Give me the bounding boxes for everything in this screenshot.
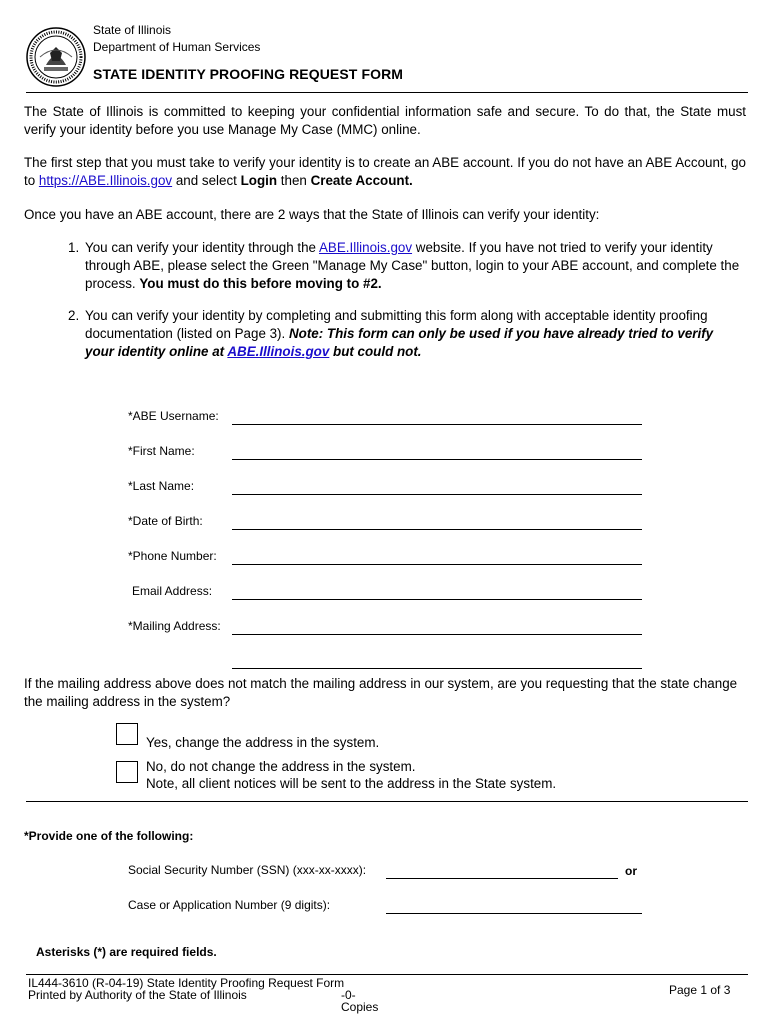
intro-paragraph-3: Once you have an ABE account, there are 2 ways that the State of Illinois can verify your identity:	[24, 207, 600, 222]
form-id: IL444-3610 (R-04-19) State Identity Proofing Request Form	[28, 976, 345, 990]
date-of-birth-label: *Date of Birth:	[128, 514, 203, 528]
abe-website-link[interactable]: https://ABE.Illinois.gov	[38, 173, 173, 188]
provide-heading: *Provide one of the following:	[24, 829, 194, 843]
phone-number-label: *Phone Number:	[128, 549, 217, 563]
or-label: or	[625, 864, 637, 878]
copies-count: -0- Copies	[341, 988, 379, 1014]
email-address-label: Email Address:	[132, 584, 213, 598]
intro-paragraph-1: The State of Illinois is committed to keeping your confidential information safe and secure. To do that, the State must verify your identity before you use Manage My Case (MMC) online.	[24, 104, 746, 137]
mailing-address-question: If the mailing address above does not match the mailing address in our system, are you requesting that the state change the mailing address in the system?	[24, 676, 738, 709]
list-number: 2.	[68, 308, 80, 323]
list-item-1: 1. You can verify your identity through the ABE.Illinois.gov website. If you have not tried to verify your identity through ABE, please select the Green "Manage My Case" button, login to your ABE account, and complete the process. You must do this before moving to #2.	[68, 240, 740, 291]
print-authority: Printed by Authority of the State of Illinois	[28, 988, 247, 1002]
no-change-address-checkbox[interactable]	[116, 761, 138, 783]
required-fields-note: Asterisks (*) are required fields.	[36, 945, 217, 959]
first-name-label: *First Name:	[128, 444, 195, 458]
form-title: STATE IDENTITY PROOFING REQUEST FORM	[93, 66, 404, 82]
ssn-label: Social Security Number (SSN) (xxx-xx-xxxx):	[128, 863, 367, 877]
header-divider	[26, 92, 748, 93]
list-number: 1.	[68, 240, 80, 255]
intro-paragraph-2: The first step that you must take to verify your identity is to create an ABE account. If you do not have an ABE Account, go to https://ABE.Illinois.gov and select Login then Create Account.	[24, 155, 746, 188]
phone-number-field[interactable]	[232, 564, 642, 565]
yes-option-label: Yes, change the address in the system.	[146, 735, 380, 750]
department-name: Department of Human Services	[93, 40, 261, 54]
abe-username-label: *ABE Username:	[128, 409, 219, 423]
footer-left	[28, 976, 379, 1014]
date-of-birth-field[interactable]	[232, 529, 642, 530]
state-seal-logo	[26, 27, 86, 87]
last-name-label: *Last Name:	[128, 479, 195, 493]
abe-username-field[interactable]	[232, 424, 642, 425]
email-address-field[interactable]	[232, 599, 642, 600]
state-name: State of Illinois	[93, 23, 172, 37]
mailing-address-field[interactable]	[232, 634, 642, 635]
abe-link-item-2[interactable]: ABE.Illinois.gov	[227, 344, 330, 359]
first-name-field[interactable]	[232, 459, 642, 460]
footer-divider	[26, 974, 748, 975]
case-number-label: Case or Application Number (9 digits):	[128, 898, 331, 912]
no-option-label: No, do not change the address in the system. Note, all client notices will be sent to the address in the State system.	[146, 759, 557, 791]
last-name-field[interactable]	[232, 494, 642, 495]
case-number-field[interactable]	[386, 913, 642, 914]
section-divider	[26, 801, 748, 802]
yes-change-address-checkbox[interactable]	[116, 723, 138, 745]
ssn-field[interactable]	[386, 878, 618, 879]
agency-block	[93, 22, 260, 56]
page-number: Page 1 of 3	[669, 983, 731, 997]
mailing-address-line-2[interactable]	[232, 668, 642, 669]
mailing-address-label: *Mailing Address:	[128, 619, 221, 633]
list-item-2: 2. You can verify your identity by completing and submitting this form along with acceptable identity proofing documentation (listed on Page 3). Note: This form can only be used if you have already tried to verify your identity online at ABE.Illinois.gov but could not.	[68, 308, 714, 359]
abe-link-item-1[interactable]: ABE.Illinois.gov	[319, 240, 413, 255]
